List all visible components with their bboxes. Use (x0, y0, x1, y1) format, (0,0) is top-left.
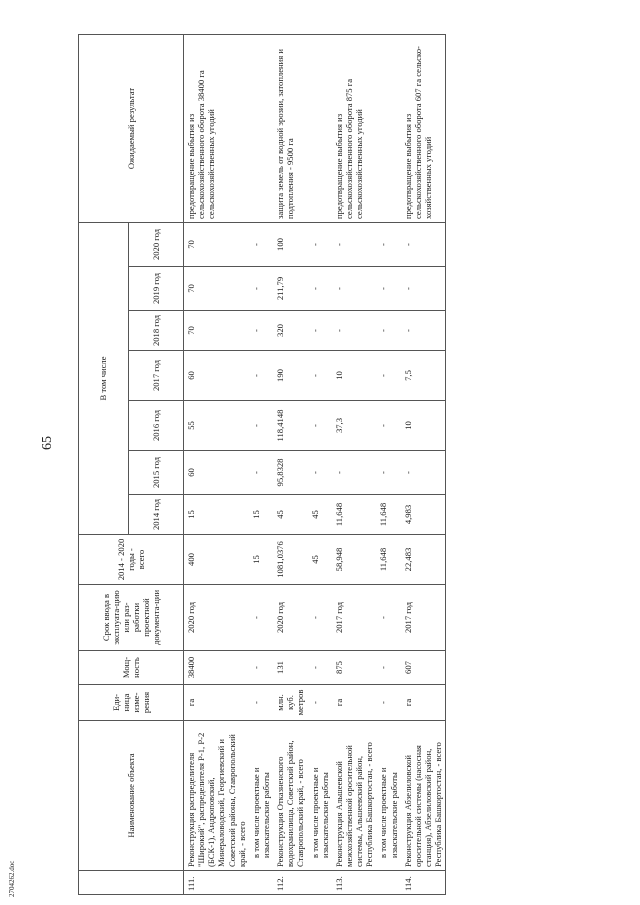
cell-y2020: - (332, 222, 377, 266)
header-year-2016: 2016 год (129, 401, 184, 451)
header-year-2019: 2019 год (129, 267, 184, 311)
cell-num: 114. (401, 871, 446, 895)
cell-num (249, 871, 273, 895)
header-num (79, 871, 184, 895)
header-year-2018: 2018 год (129, 311, 184, 351)
cell-name: в том числе проектные и изыскательские работы (308, 721, 332, 871)
cell-result: предотвращение выбытия из сельскохозяйственного оборота 607 га сельско-хозяйственных угодий (401, 34, 446, 222)
page-number: 65 (40, 436, 55, 450)
cell-result: защита земель от водной эрозии, затопления и подтопления - 9500 га (273, 34, 307, 222)
cell-unit: га (184, 685, 249, 721)
cell-y2014: 45 (273, 495, 307, 535)
table-row (308, 34, 332, 894)
cell-y2016: - (376, 401, 400, 451)
cell-y2018: - (249, 311, 273, 351)
cell-y2020: - (308, 222, 332, 266)
cell-name: в том числе проектные и изыскательские работы (249, 721, 273, 871)
table-row (184, 34, 249, 894)
cell-total: 11,648 (376, 535, 400, 585)
rotated-table-container (78, 35, 618, 895)
cell-num (308, 871, 332, 895)
cell-y2015: - (308, 451, 332, 495)
cell-y2019: 70 (184, 267, 249, 311)
cell-y2018: - (376, 311, 400, 351)
cell-y2018: - (308, 311, 332, 351)
cell-y2014: 11,648 (332, 495, 377, 535)
cell-y2017: 7,5 (401, 351, 446, 401)
cell-y2015: 60 (184, 451, 249, 495)
cell-unit: млн. куб. метров (273, 685, 307, 721)
cell-y2015: 95,8328 (273, 451, 307, 495)
cell-num: 113. (332, 871, 377, 895)
header-result: Ожидаемый результат (79, 34, 184, 222)
cell-y2017: 10 (332, 351, 377, 401)
cell-term: - (249, 585, 273, 651)
cell-name: в том числе проектные и изыскательские работы (376, 721, 400, 871)
cell-term: 2017 год (401, 585, 446, 651)
cell-result (249, 34, 273, 222)
header-including: В том числе (79, 222, 129, 534)
cell-total: 58,948 (332, 535, 377, 585)
cell-term: - (308, 585, 332, 651)
cell-y2018: 320 (273, 311, 307, 351)
cell-y2019: - (376, 267, 400, 311)
cell-y2019: - (332, 267, 377, 311)
footer-filename: 2704262.doc (8, 860, 16, 897)
header-name: Наименование объекта (79, 721, 184, 871)
header-year-2014: 2014 год (129, 495, 184, 535)
header-total: 2014 - 2020 годы - всего (79, 535, 184, 585)
cell-name: Реконструкция распределителя "Широкий", распределителя Р-1, Р-2 (БСК-1), Андроповский, Минераловодский, Георгиевский и Советский районы, Ставропольский край, - всего (184, 721, 249, 871)
cell-y2016: 55 (184, 401, 249, 451)
cell-y2019: - (308, 267, 332, 311)
header-power: Мощ-ность (79, 651, 184, 685)
cell-unit: га (332, 685, 377, 721)
cell-name: Реконструкция Альшеевской межхозяйственной оросительной системы, Альшеевский район, Республика Башкортостан, - всего (332, 721, 377, 871)
cell-total: 1081,0376 (273, 535, 307, 585)
cell-term: 2020 год (184, 585, 249, 651)
cell-num (376, 871, 400, 895)
table-row (376, 34, 400, 894)
cell-total: 400 (184, 535, 249, 585)
cell-total: 15 (249, 535, 273, 585)
cell-y2015: - (249, 451, 273, 495)
cell-y2015: - (376, 451, 400, 495)
cell-y2014: 15 (249, 495, 273, 535)
cell-y2018: - (332, 311, 377, 351)
header-year-2015: 2015 год (129, 451, 184, 495)
cell-num: 111. (184, 871, 249, 895)
cell-y2017: - (376, 351, 400, 401)
table-row (249, 34, 273, 894)
cell-power: - (308, 651, 332, 685)
cell-y2020: - (401, 222, 446, 266)
cell-term: 2020 год (273, 585, 307, 651)
cell-y2015: - (332, 451, 377, 495)
cell-y2017: - (308, 351, 332, 401)
header-year-2020: 2020 год (129, 222, 184, 266)
cell-unit: - (376, 685, 400, 721)
cell-unit: га (401, 685, 446, 721)
cell-result (308, 34, 332, 222)
cell-y2016: 37,3 (332, 401, 377, 451)
cell-result: предотвращение выбытия из сельскохозяйственного оборота 875 га сельскохозяйственных угодий (332, 34, 377, 222)
cell-y2019: - (401, 267, 446, 311)
table-body (184, 34, 446, 894)
cell-y2014: 15 (184, 495, 249, 535)
cell-total: 45 (308, 535, 332, 585)
cell-y2020: 70 (184, 222, 249, 266)
cell-y2018: - (401, 311, 446, 351)
cell-total: 22,483 (401, 535, 446, 585)
cell-result: предотвращение выбытия из сельскохозяйственного оборота 38400 га сельскохозяйственных угодий (184, 34, 249, 222)
cell-unit: - (308, 685, 332, 721)
cell-y2016: - (308, 401, 332, 451)
cell-power: 875 (332, 651, 377, 685)
cell-y2016: - (249, 401, 273, 451)
cell-y2020: - (376, 222, 400, 266)
cell-term: - (376, 585, 400, 651)
cell-y2016: 118,4148 (273, 401, 307, 451)
cell-y2014: 4,983 (401, 495, 446, 535)
cell-y2017: 60 (184, 351, 249, 401)
cell-power: 131 (273, 651, 307, 685)
cell-y2015: - (401, 451, 446, 495)
cell-y2019: 211,79 (273, 267, 307, 311)
cell-y2017: - (249, 351, 273, 401)
cell-y2017: 190 (273, 351, 307, 401)
cell-y2019: - (249, 267, 273, 311)
cell-y2020: 100 (273, 222, 307, 266)
cell-y2014: 45 (308, 495, 332, 535)
header-unit: Еди-ница изме-рения (79, 685, 184, 721)
cell-num: 112. (273, 871, 307, 895)
investment-table (78, 34, 446, 895)
header-term: Срок ввода в эксплуата-цию или раз-работки проектной документа-ции (79, 585, 184, 651)
cell-name: Реконструкция Отказненского водохранилища, Советский район, Ставропольский край, - всего (273, 721, 307, 871)
cell-y2016: 10 (401, 401, 446, 451)
cell-y2018: 70 (184, 311, 249, 351)
cell-term: 2017 год (332, 585, 377, 651)
cell-power: 38400 (184, 651, 249, 685)
cell-power: 607 (401, 651, 446, 685)
cell-y2020: - (249, 222, 273, 266)
table-row (332, 34, 377, 894)
table-row (401, 34, 446, 894)
cell-name: Реконструкция Абзелиловской оросительной системы (насосная станция), Абзелиловский район, Республика Башкортостан, - всего (401, 721, 446, 871)
cell-power: - (249, 651, 273, 685)
cell-result (376, 34, 400, 222)
cell-power: - (376, 651, 400, 685)
table-row (273, 34, 307, 894)
header-year-2017: 2017 год (129, 351, 184, 401)
cell-y2014: 11,648 (376, 495, 400, 535)
cell-unit: - (249, 685, 273, 721)
